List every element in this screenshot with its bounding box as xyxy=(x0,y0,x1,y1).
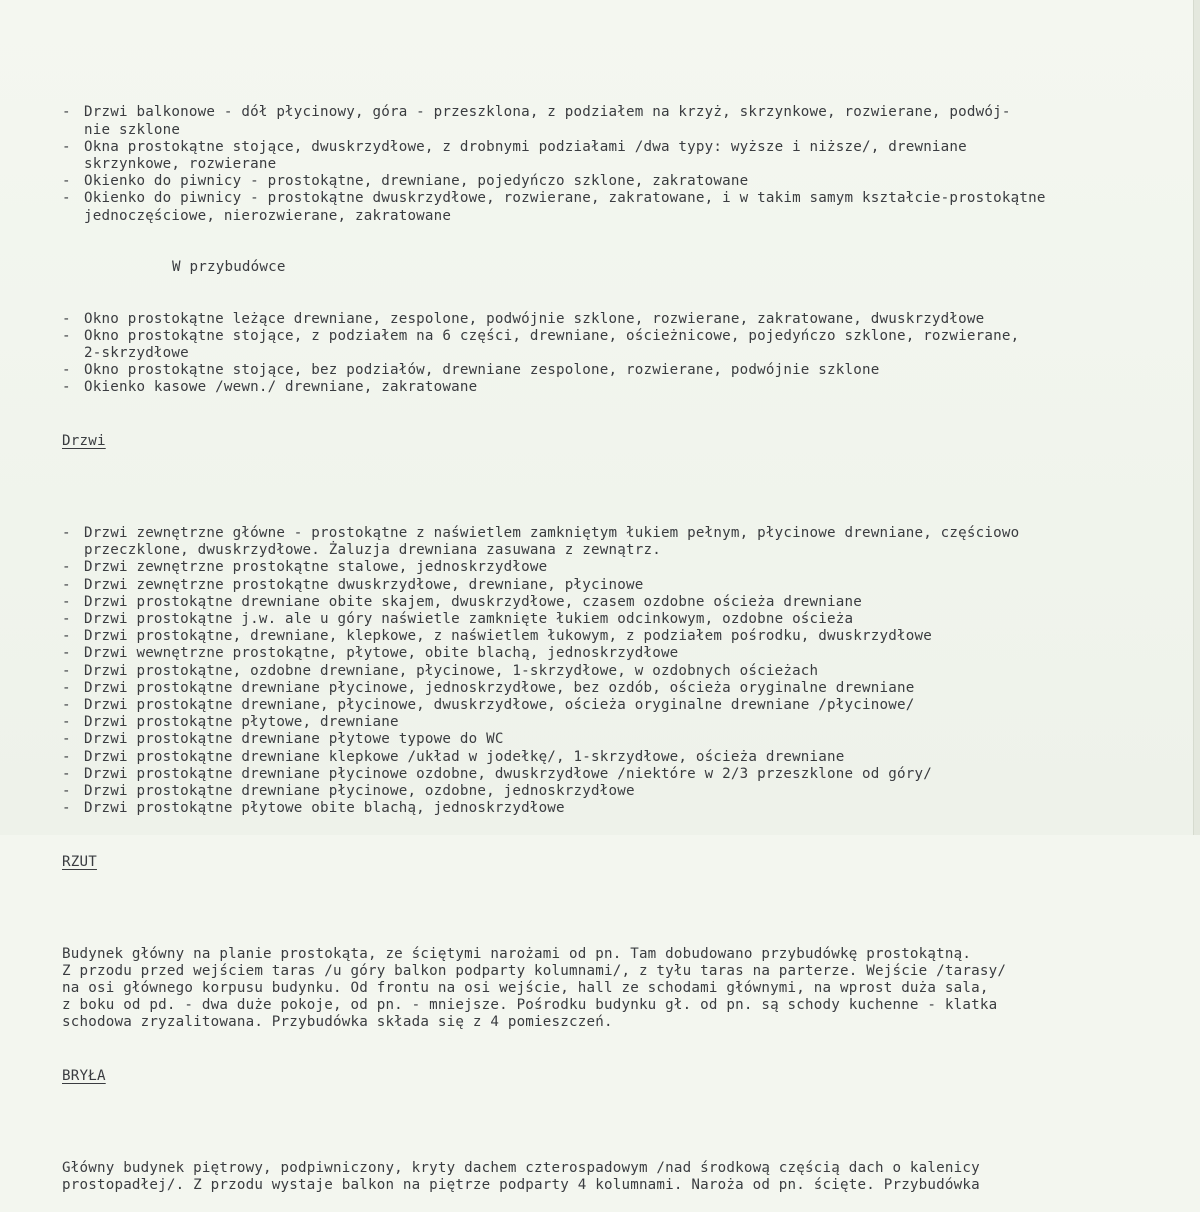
list-item xyxy=(62,680,1182,697)
bullet-dash: - xyxy=(62,611,71,627)
list-item-continuation: przeczklone, dwuskrzydłowe. Żaluzja drewniana zasuwana z zewnątrz. xyxy=(84,542,661,559)
list-item-text: Okienko do piwnicy - prostokątne dwuskrzydłowe, rozwierane, zakratowane, i w takim samym kształcie-prostokątne xyxy=(84,190,1046,207)
list-item-continuation: nie szklone xyxy=(84,121,181,138)
bullet-dash: - xyxy=(62,190,71,207)
list-item-text: Drzwi zewnętrzne prostokątne dwuskrzydłowe, drewniane, płycinowe xyxy=(84,576,644,593)
list-item-text: Drzwi prostokątne drewniane płycinowe ozdobne, dwuskrzydłowe /niektóre w 2/3 przeszklone od góry/ xyxy=(84,765,932,782)
list-item-text: Drzwi prostokątne płytowe, drewniane xyxy=(84,714,399,731)
bullet-dash: - xyxy=(62,138,71,155)
list-item xyxy=(62,628,1182,645)
list-item-text: Drzwi prostokątne drewniane płycinowe, ozdobne, jednoskrzydłowe xyxy=(84,782,635,799)
card-edge xyxy=(1193,0,1200,835)
heading-drzwi: Drzwi xyxy=(62,433,106,450)
list-item xyxy=(62,714,1182,731)
list-item xyxy=(62,104,1182,121)
list-item xyxy=(62,311,1182,328)
spacer xyxy=(62,1118,1182,1126)
paragraph-line: Z przodu przed wejściem taras /u góry balkon podparty kolumnami/, z tyłu taras na parterze. Wejście /tarasy/ xyxy=(62,962,1007,979)
spacer xyxy=(62,483,1182,491)
bullet-dash: - xyxy=(62,662,71,679)
paragraph-line: na osi głównego korpusu budynku. Od frontu na osi wejście, hall ze schodami głównymi, na wprost duża sala, xyxy=(62,980,989,997)
bullet-dash: - xyxy=(62,782,71,799)
list-item xyxy=(62,173,1182,190)
list-item xyxy=(62,525,1182,542)
bullet-dash: - xyxy=(62,765,71,782)
list-item-text: Okno prostokątne stojące, bez podziałów, drewniane zespolone, rozwierane, podwójnie szklone xyxy=(84,362,880,379)
list-item-text: Drzwi prostokątne, drewniane, klepkowe, z naświetlem łukowym, z podziałem pośrodku, dwuskrzydłowe xyxy=(84,628,932,645)
list-item-text: Drzwi prostokątne drewniane klepkowe /układ w jodełkę/, 1-skrzydłowe, ościeża drewniane xyxy=(84,748,845,765)
list-item-text: Okienko kasowe /wewn./ drewniane, zakratowane xyxy=(84,379,478,396)
list-item xyxy=(62,139,1182,156)
typewritten-text xyxy=(62,70,1182,1212)
list-item-text: Okienko do piwnicy - prostokątne, drewniane, pojedyńczo szklone, zakratowane xyxy=(84,173,749,190)
list-item xyxy=(62,663,1182,680)
paragraph-line: schodowa zryzalitowana. Przybudówka składa się z 4 pomieszczeń. xyxy=(62,1014,613,1031)
heading-rzut: RZUT xyxy=(62,853,97,870)
list-item-text: Drzwi prostokątne, ozdobne drewniane, płycinowe, 1-skrzydłowe, w ozdobnych ościeżach xyxy=(84,662,819,679)
spacer xyxy=(62,903,1182,911)
bullet-dash: - xyxy=(62,731,71,748)
heading-rzut-line xyxy=(62,852,1182,869)
paragraph-line: Budynek główny na planie prostokąta, ze ściętymi narożami od pn. Tam dobudowano przybudówkę prostokątną. xyxy=(62,945,972,962)
bullet-dash: - xyxy=(62,628,71,645)
bullet-dash: - xyxy=(62,104,71,121)
list-item-text: Drzwi prostokątne drewniane obite skajem, dwuskrzydłowe, czasem ozdobne ościeża drewniane xyxy=(84,593,863,610)
paragraph-line: prostopadłej/. Z przodu wystaje balkon na piętrze podparty 4 kolumnami. Naroża od pn. ścięte. Przybudówka xyxy=(62,1177,980,1194)
list-item xyxy=(62,783,1182,800)
bullet-dash: - xyxy=(62,800,71,817)
list-item xyxy=(62,749,1182,766)
list-item xyxy=(62,645,1182,662)
list-item-text: Okno prostokątne leżące drewniane, zespolone, podwójnie szklone, rozwierane, zakratowane, dwuskrzydłowe xyxy=(84,310,985,327)
annex-windows-list xyxy=(62,311,1182,397)
list-item-text: Okno prostokątne stojące, z podziałem na 6 części, drewniane, ościeżnicowe, pojedyńczo szklone, rozwierane, xyxy=(84,327,1020,344)
subheading-przybudowka: W przybudówce xyxy=(172,259,286,276)
heading-bryla-line xyxy=(62,1066,1182,1083)
list-item xyxy=(62,577,1182,594)
bullet-dash: - xyxy=(62,173,71,190)
list-item-text: Drzwi prostokątne płytowe obite blachą, jednoskrzydłowe xyxy=(84,800,565,817)
list-item-text: Drzwi prostokątne drewniane płycinowe, jednoskrzydłowe, bez ozdób, ościeża oryginalne drewniane xyxy=(84,679,915,696)
bullet-dash: - xyxy=(62,362,71,379)
list-item-continuation: skrzynkowe, rozwierane xyxy=(84,155,277,172)
list-item-text: Drzwi balkonowe - dół płycinowy, góra - przeszklona, z podziałem na krzyż, skrzynkowe, rozwierane, podwój- xyxy=(84,104,1011,121)
list-item-text: Drzwi wewnętrzne prostokątne, płytowe, obite blachą, jednoskrzydłowe xyxy=(84,645,679,662)
bullet-dash: - xyxy=(62,748,71,765)
list-item-text: Drzwi prostokątne drewniane płytowe typowe do WC xyxy=(84,731,504,748)
list-item-text: Drzwi zewnętrzne prostokątne stalowe, jednoskrzydłowe xyxy=(84,559,548,576)
list-item-text: Drzwi prostokątne j.w. ale u góry naświetle zamknięte łukiem odcinkowym, ozdobne ościeża xyxy=(84,611,854,627)
bullet-dash: - xyxy=(62,593,71,610)
bullet-dash: - xyxy=(62,696,71,713)
list-item-text: Drzwi prostokątne drewniane, płycinowe, dwuskrzydłowe, ościeża oryginalne drewniane /płycinowe/ xyxy=(84,696,915,713)
paragraph-line: Główny budynek piętrowy, podpiwniczony, kryty dachem czterospadowym /nad środkową częścią dach o kalenicy xyxy=(62,1160,980,1176)
heading-bryla: BRYŁA xyxy=(62,1068,106,1084)
bullet-dash: - xyxy=(62,559,71,576)
bryla-paragraph xyxy=(62,1160,1182,1194)
list-item-continuation: jednoczęściowe, nierozwierane, zakratowane xyxy=(84,207,452,224)
list-item xyxy=(62,697,1182,714)
bullet-dash: - xyxy=(62,327,71,344)
heading-drzwi-line xyxy=(62,431,1182,448)
bullet-dash: - xyxy=(62,310,71,327)
bullet-dash: - xyxy=(62,379,71,396)
bullet-dash: - xyxy=(62,576,71,593)
bullet-dash: - xyxy=(62,525,71,542)
list-item-text: Okna prostokątne stojące, dwuskrzydłowe, z drobnymi podziałami /dwa typy: wyższe i niższe/, drewniane xyxy=(84,138,967,155)
list-item xyxy=(62,611,1182,628)
rzut-paragraph xyxy=(62,946,1182,1032)
paragraph-line: z boku od pd. - dwa duże pokoje, od pn. - mniejsze. Pośrodku budynku gł. od pn. są schody kuchenne - klatka xyxy=(62,997,998,1014)
doors-list xyxy=(62,525,1182,817)
bullet-dash: - xyxy=(62,645,71,662)
windows-list xyxy=(62,104,1182,224)
list-item xyxy=(62,379,1182,396)
list-item-continuation: 2-skrzydłowe xyxy=(84,345,189,362)
list-item xyxy=(62,559,1182,576)
list-item-text: Drzwi zewnętrzne główne - prostokątne z naświetlem zamkniętym łukiem pełnym, płycinowe drewniane, częściowo xyxy=(84,525,1020,542)
list-item xyxy=(62,731,1182,748)
list-item xyxy=(62,328,1182,345)
list-item xyxy=(62,190,1182,207)
bullet-dash: - xyxy=(62,714,71,731)
list-item xyxy=(62,766,1182,783)
list-item xyxy=(62,800,1182,817)
list-item xyxy=(62,594,1182,611)
bullet-dash: - xyxy=(62,679,71,696)
list-item xyxy=(62,362,1182,379)
